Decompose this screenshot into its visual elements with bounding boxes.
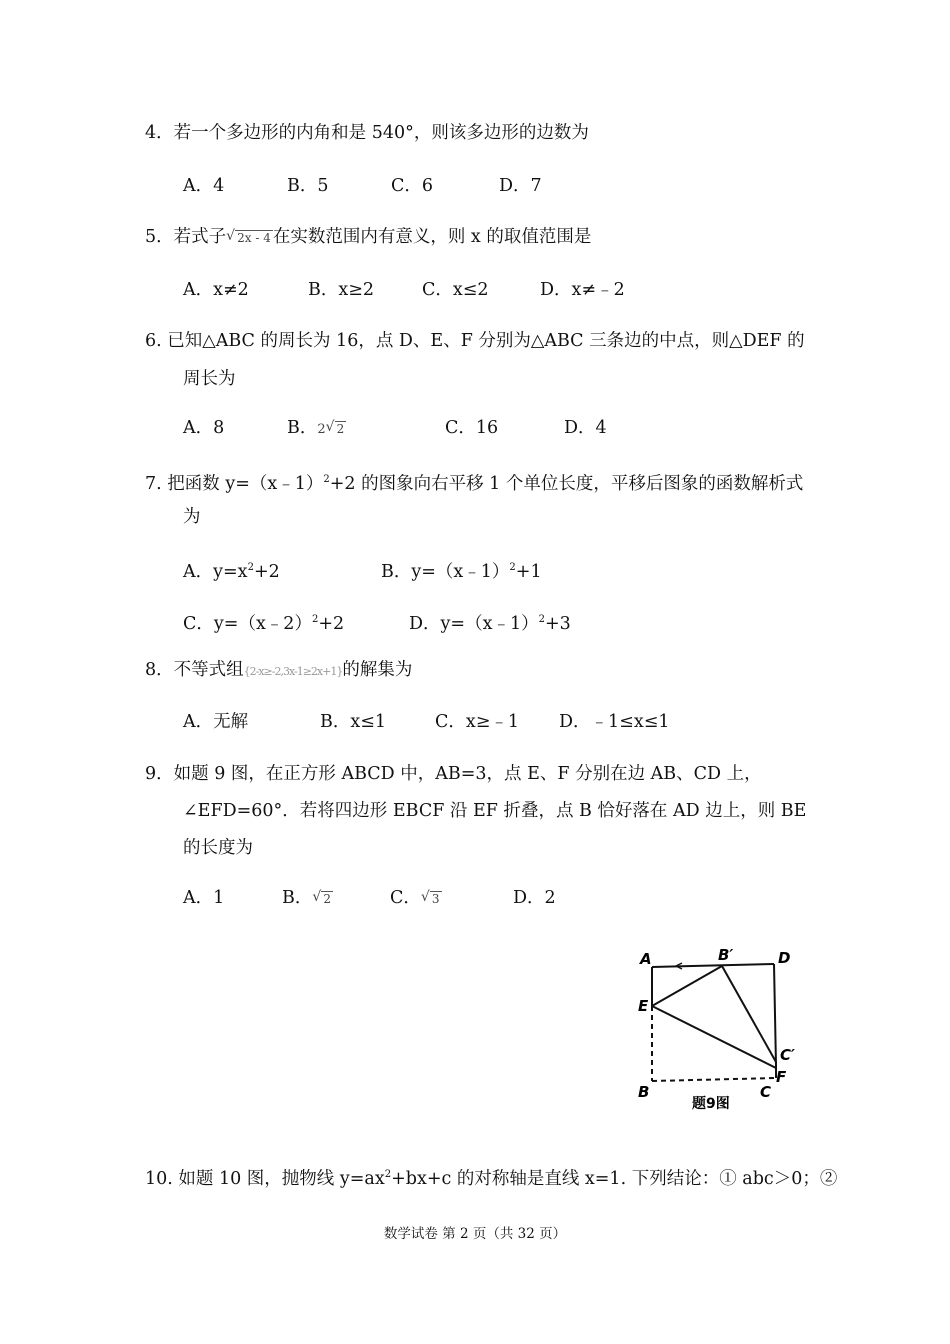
q9-label-e: E (638, 997, 649, 1015)
q7-option-b (381, 556, 542, 584)
q10-exponent: 2 (384, 1169, 392, 1180)
q9-option-d: D．2 (513, 888, 556, 908)
q9-fold-line-ef (652, 1006, 776, 1068)
q10-stem (145, 1163, 837, 1191)
q7-stem-pre: 7. 把函数 y=（x﹣1） (145, 474, 324, 494)
q9-label-f: F (776, 1068, 787, 1086)
q4-option-a: A．4 (183, 176, 225, 196)
q4-option-c: C．6 (391, 176, 434, 196)
q7-option-d (409, 608, 571, 636)
q6-option-b-radicand: 2 (336, 422, 345, 436)
q9-label-b-prime: B′ (718, 946, 734, 964)
q7-stem-post: +2 的图象向右平移 1 个单位长度，平移后图象的函数解析式 (329, 474, 804, 494)
q7-option-c (183, 608, 344, 636)
q9-edge-bprime-cprime (722, 966, 776, 1062)
q5-stem-pre: 5．若式子 (145, 227, 227, 247)
q7-option-b-pre: B．y=（x﹣1） (381, 562, 510, 582)
q6-option-b (287, 416, 346, 442)
q9-edge-eb-prime (652, 966, 722, 1006)
q9-stem-line1: 9．如题 9 图，在正方形 ABCD 中，AB=3，点 E、F 分别在边 AB、CD 上， (145, 764, 762, 784)
q4-option-d: D．7 (499, 176, 542, 196)
q6-stem-line2: 周长为 (183, 369, 236, 389)
q9-option-a: A．1 (183, 888, 225, 908)
q5-option-b: B．x≥2 (308, 280, 375, 300)
q5-sqrt-expression: √ 2x - 4 (226, 228, 271, 245)
q9-option-b-sqrt: √ 2 (312, 889, 332, 906)
q9-edge-bc-dashed (652, 1078, 776, 1081)
q7-option-a (183, 556, 280, 584)
q8-stem-post: 的解集为 (342, 660, 413, 680)
q5-option-c: C．x≤2 (422, 280, 489, 300)
q6-option-b-sqrt: √ 2 (325, 419, 345, 436)
q9-edge-ad (652, 964, 774, 967)
q5-stem (145, 225, 591, 250)
q8-option-d: D．﹣1≤x≤1 (559, 712, 670, 732)
q8-option-b: B．x≤1 (320, 712, 387, 732)
q7-option-d-exp: 2 (538, 614, 545, 625)
q5-stem-post: 在实数范围内有意义，则 x 的取值范围是 (272, 227, 592, 247)
q7-option-c-post: +2 (318, 614, 345, 634)
q7-option-c-pre: C．y=（x﹣2） (183, 614, 312, 634)
q9-label-b: B (638, 1083, 650, 1101)
q9-option-c (390, 886, 442, 911)
q4-stem: 4．若一个多边形的内角和是 540°，则该多边形的边数为 (145, 123, 589, 143)
q5-radicand: 2x - 4 (237, 231, 271, 245)
q9-option-c-radicand: 3 (431, 892, 440, 906)
q6-option-b-coef: 2 (317, 422, 326, 437)
q5-option-d: D．x≠﹣2 (540, 280, 625, 300)
q7-option-b-post: +1 (515, 562, 542, 582)
q9-edge-dc (774, 964, 776, 1066)
q6-option-c: C．16 (445, 418, 499, 438)
page-footer: 数学试卷 第 2 页（共 32 页） (383, 1226, 567, 1242)
q9-label-a: A (640, 950, 652, 968)
q8-option-a: A．无解 (183, 712, 249, 732)
q9-figure (630, 940, 820, 1120)
q9-option-c-sqrt: √ 3 (420, 889, 440, 906)
q9-option-b-label: B． (282, 888, 313, 908)
q9-label-c-prime: C′ (780, 1046, 795, 1064)
q4-option-b: B．5 (287, 176, 329, 196)
q8-inequality-system: {2-x≥-2,3x-1≥2x+1} (243, 665, 343, 678)
q9-option-b (282, 886, 333, 911)
q7-exponent: 2 (323, 474, 330, 485)
q7-option-d-post: +3 (544, 614, 571, 634)
q6-stem-line1: 6. 已知△ABC 的周长为 16，点 D、E、F 分别为△ABC 三条边的中点，则△DEF 的 (145, 331, 805, 351)
q9-label-c: C (760, 1083, 772, 1101)
q7-option-b-exp: 2 (509, 562, 516, 573)
q7-option-a-exp: 2 (247, 562, 254, 573)
q9-label-d: D (778, 949, 791, 967)
q5-option-a: A．x≠2 (183, 280, 249, 300)
q7-option-a-pre: A．y=x (183, 562, 248, 582)
q7-stem-line1 (145, 468, 803, 496)
q9-stem-line2: ∠EFD=60°．若将四边形 EBCF 沿 EF 折叠，点 B 恰好落在 AD 边上，则 BE (183, 801, 807, 821)
q10-stem-post: +bx+c 的对称轴是直线 x=1. 下列结论：① abc＞0；② (391, 1169, 838, 1189)
q7-option-a-post: +2 (253, 562, 280, 582)
q6-option-b-label: B． (287, 418, 318, 438)
q6-option-d: D．4 (564, 418, 607, 438)
q7-stem-line2: 为 (183, 507, 201, 527)
q6-option-a: A．8 (183, 418, 225, 438)
q9-figure-caption: 题9图 (692, 1096, 730, 1112)
q10-stem-pre: 10. 如题 10 图，抛物线 y=ax (145, 1169, 385, 1189)
q9-option-b-radicand: 2 (323, 892, 332, 906)
q9-option-c-label: C． (390, 888, 421, 908)
q7-option-c-exp: 2 (311, 614, 319, 625)
q8-stem (145, 658, 412, 684)
q8-stem-pre: 8．不等式组 (145, 660, 244, 680)
q8-option-c: C．x≥﹣1 (435, 712, 520, 732)
q7-option-d-pre: D．y=（x﹣1） (409, 614, 539, 634)
q9-stem-line3: 的长度为 (183, 838, 253, 858)
